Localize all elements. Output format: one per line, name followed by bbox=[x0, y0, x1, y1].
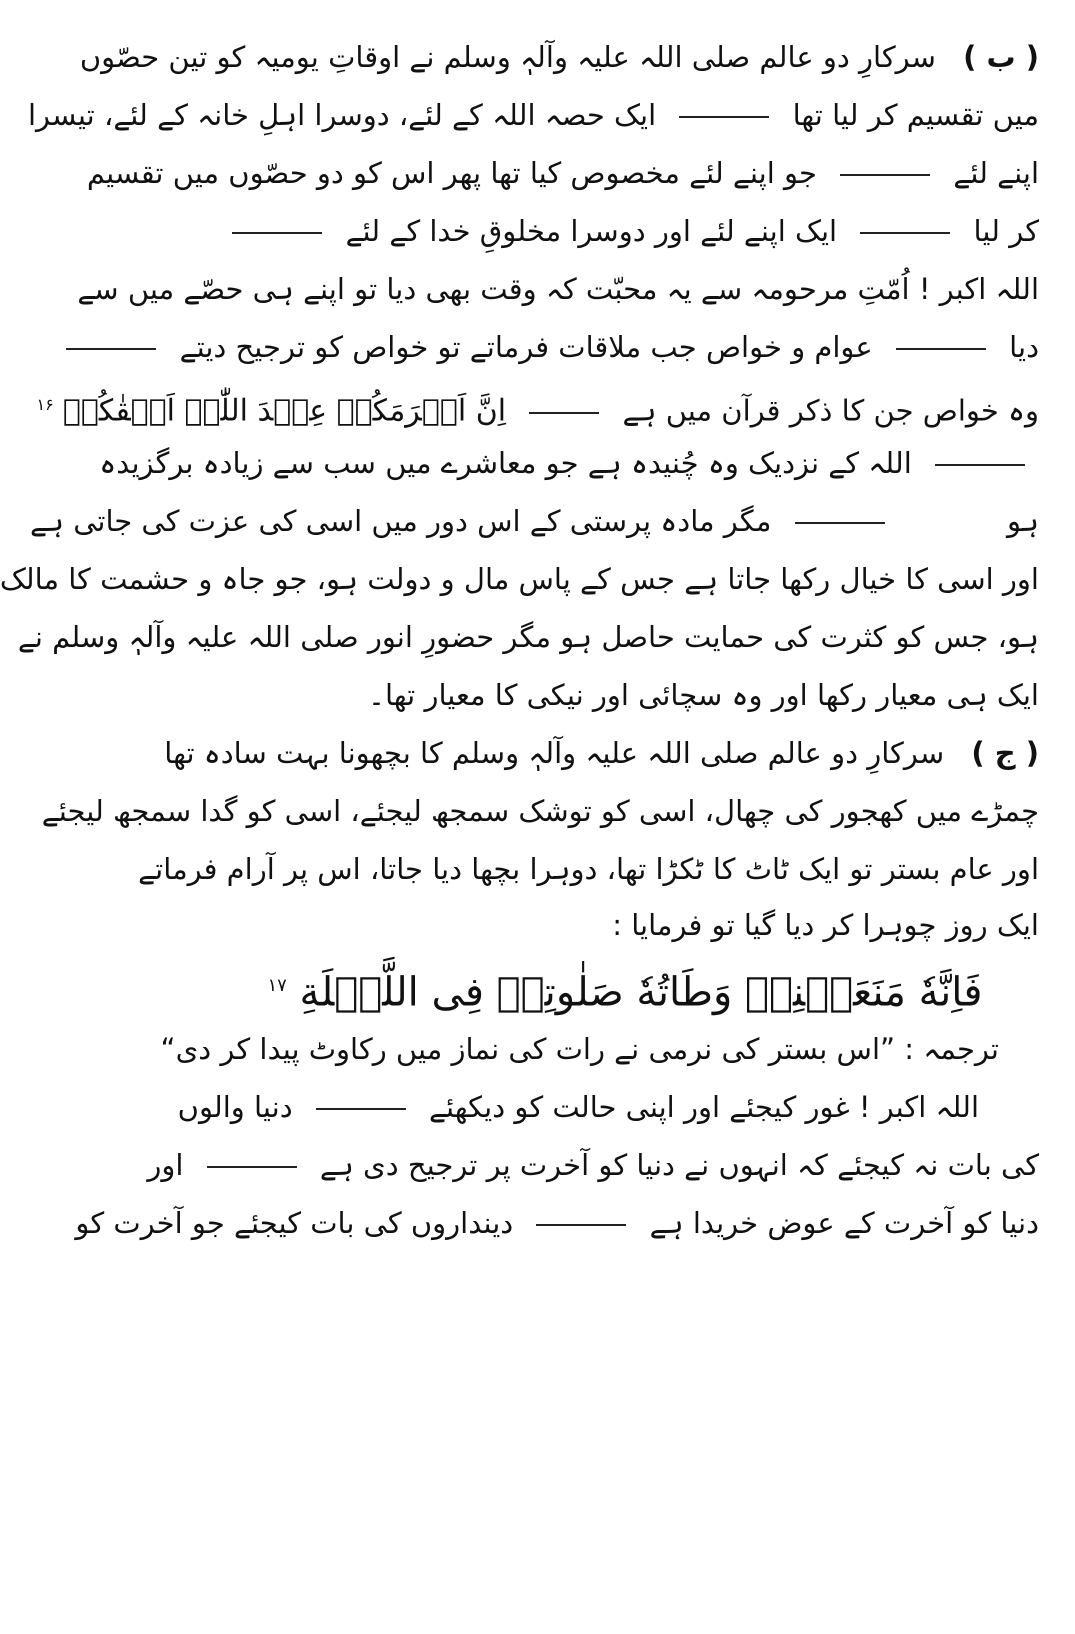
document-page bbox=[0, 28, 1039, 1624]
line-text: چمڑے میں کھجور کی چھال، اسی کو توشک سمجھ لیجئے، اسی کو گدا سمجھ لیجئے bbox=[41, 794, 1039, 828]
text-line bbox=[138, 840, 1039, 898]
text-line bbox=[36, 376, 1039, 434]
text-line bbox=[17, 608, 1039, 666]
line-text: ایک ہی معیار رکھا اور وہ سچائی اور نیکی کا معیار تھا۔ bbox=[367, 678, 1039, 712]
text-line bbox=[77, 260, 1039, 318]
text-line bbox=[147, 1136, 1039, 1194]
dash-separator bbox=[935, 464, 1025, 466]
line-text: دیا bbox=[1009, 330, 1039, 364]
line-text: دنیا والوں bbox=[177, 1090, 293, 1124]
dash-separator bbox=[795, 522, 885, 524]
footnote-number: ۱۷ bbox=[267, 975, 287, 996]
dash-separator bbox=[840, 174, 930, 176]
line-text: اور bbox=[147, 1148, 184, 1182]
dash-separator bbox=[232, 232, 322, 234]
line-text: اپنے لئے bbox=[953, 156, 1039, 190]
line-text: ایک روز چوہرا کر دیا گیا تو فرمایا : bbox=[612, 908, 1039, 942]
text-line bbox=[0, 550, 1039, 608]
footnote-number: ۱۶ bbox=[36, 395, 54, 414]
line-text: کر لیا bbox=[973, 214, 1039, 248]
arabic-hadith-line bbox=[151, 952, 1039, 1020]
text-line bbox=[151, 724, 1039, 782]
arabic-hadith-text: فَاِنَّهٗ مَنَعَتۡنِیۡ وَطَاتُهٗ صَلٰوتِیۡ فِی اللَّیۡلَةِ bbox=[299, 969, 983, 1016]
line-text: اللہ اکبر ! اُمّتِ مرحومہ سے یہ محبّت کہ وقت بھی دیا تو اپنے ہی حصّے میں سے bbox=[77, 272, 1039, 306]
line-text: دینداروں کی بات کیجئے جو آخرت کو bbox=[75, 1206, 514, 1240]
text-line bbox=[151, 202, 1039, 260]
dash-separator bbox=[316, 1108, 406, 1110]
line-text: ہو، جس کو کثرت کی حمایت حاصل ہو مگر حضورِ انور صلی اللہ علیہ وآلہٖ وسلم نے bbox=[17, 620, 1039, 654]
line-text: سرکارِ دو عالم صلی اللہ علیہ وآلہٖ وسلم نے اوقاتِ یومیہ کو تین حصّوں bbox=[79, 40, 936, 74]
line-text: اور عام بستر تو ایک ٹاٹ کا ٹکڑا تھا، دوہرا بچھا دیا جاتا، اس پر آرام فرماتے bbox=[138, 852, 1039, 886]
line-text: ایک اپنے لئے اور دوسرا مخلوقِ خدا کے لئے bbox=[345, 214, 838, 248]
text-line bbox=[151, 898, 1039, 952]
line-text: کی بات نہ کیجئے کہ انہوں نے دنیا کو آخرت پر ترجیح دی ہے bbox=[319, 1148, 1039, 1182]
quran-verse-inline: اِنَّ اَکۡرَمَکُمۡ عِنۡدَ اللّٰہِ اَتۡقٰکُمۡ bbox=[62, 393, 507, 429]
text-line bbox=[86, 144, 1039, 202]
text-line bbox=[151, 1078, 1039, 1136]
line-text: جو اپنے لئے مخصوص کیا تھا پھر اس کو دو حصّوں میں تقسیم bbox=[86, 156, 817, 190]
line-text: اور اسی کا خیال رکھا جاتا ہے جس کے پاس مال و دولت ہو، جو جاہ و حشمت کا مالک bbox=[0, 562, 1039, 596]
line-text: میں تقسیم کر لیا تھا bbox=[792, 98, 1039, 132]
dash-separator bbox=[896, 348, 986, 350]
line-text: مگر مادہ پرستی کے اس دور میں اسی کی عزت کی جاتی ہے bbox=[30, 504, 772, 538]
dash-separator bbox=[529, 412, 599, 414]
section-marker-b: ( ب ) bbox=[963, 40, 1039, 74]
dash-separator bbox=[860, 232, 950, 234]
line-text: دنیا کو آخرت کے عوض خریدا ہے bbox=[649, 1206, 1039, 1240]
line-text: ہو bbox=[1007, 504, 1039, 538]
line-text: عوام و خواص جب ملاقات فرماتے تو خواص کو ترجیح دیتے bbox=[179, 330, 873, 364]
text-line bbox=[151, 318, 1039, 376]
line-text: اللہ اکبر ! غور کیجئے اور اپنی حالت کو دیکھئے bbox=[429, 1090, 979, 1124]
dash-separator bbox=[679, 116, 769, 118]
dash-separator bbox=[536, 1224, 626, 1226]
text-line bbox=[75, 1194, 1039, 1252]
text-line bbox=[41, 782, 1039, 840]
dash-separator bbox=[66, 348, 156, 350]
line-text: ایک حصہ اللہ کے لئے، دوسرا اہلِ خانہ کے لئے، تیسرا bbox=[27, 98, 657, 132]
translation-text: ترجمہ : ”اس بستر کی نرمی نے رات کی نماز میں رکاوٹ پیدا کر دی“ bbox=[160, 1032, 999, 1066]
line-text: وہ خواص جن کا ذکر قرآن میں ہے bbox=[622, 393, 1039, 428]
text-line bbox=[27, 86, 1039, 144]
section-marker-j: ( ج ) bbox=[971, 736, 1039, 770]
text-line bbox=[151, 666, 1039, 724]
line-text: اللہ کے نزدیک وہ چُنیدہ ہے جو معاشرے میں سب سے زیادہ برگزیدہ bbox=[99, 446, 912, 480]
text-line bbox=[79, 28, 1039, 86]
text-line bbox=[99, 434, 1039, 492]
line-text: سرکارِ دو عالم صلی اللہ علیہ وآلہٖ وسلم کا بچھونا بہت سادہ تھا bbox=[164, 736, 945, 770]
text-line bbox=[151, 1020, 1039, 1078]
text-line bbox=[30, 492, 1039, 550]
dash-separator bbox=[207, 1166, 297, 1168]
